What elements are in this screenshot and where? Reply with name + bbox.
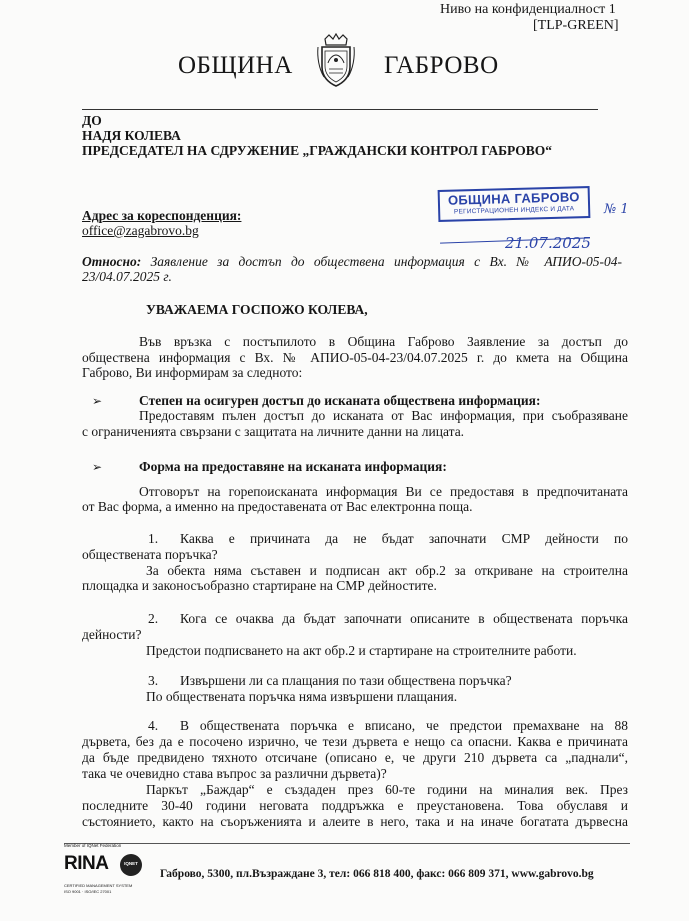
header-right-word: ГАБРОВО (384, 52, 499, 79)
answer4-line2: последните 30-40 години неговата поддръжка е преустановена. Това обуславя и (82, 798, 628, 813)
answer4-line3: състоянието, както на съоръженията и алеите в него, така и на иначе богатата дървесна (82, 814, 628, 829)
salutation: УВАЖАЕМА ГОСПОЖО КОЛЕВА, (146, 302, 368, 317)
question-number: 3. (148, 673, 159, 688)
correspondence-email[interactable]: office@zagabrovo.bg (82, 223, 199, 238)
question4-line2: дървета, без да е посочено изрично, че тези дървета е нещо са опасни. Каква е причината (82, 734, 628, 749)
recipient-to: ДО (82, 113, 102, 128)
section1-heading: Степен на осигурен достъп до исканата обществена информация: (139, 393, 541, 408)
answer4-line1: Паркът „Баждар“ е създаден през 60-те години на миналия век. През (146, 782, 628, 797)
subject-text-1: Заявление за достъп до обществена информация с Вх. № АПИО-05-04- (150, 254, 623, 269)
answer2-line1: Предстои подписването на акт обр.2 и стартиране на строителните работи. (146, 643, 577, 658)
question1-line2: обществената поръчка? (82, 547, 218, 562)
subject-line2: 23/04.07.2025 г. (82, 269, 172, 284)
footer-member-text: Member of IQNet Federation (64, 843, 122, 848)
stamp-subtitle: РЕГИСТРАЦИОНЕН ИНДЕКС И ДАТА (453, 205, 575, 216)
question3-line1: Извършени ли са плащания по тази обществена поръчка? (180, 673, 512, 688)
intro-line2: обществена информация с Вх. № АПИО-05-04-23/04.07.2025 г. до кмета на Община (82, 350, 628, 365)
section1-line2: с ограниченията свързани с защитата на личните данни на лицата. (82, 424, 465, 439)
question-number: 1. (148, 531, 159, 546)
question-number: 2. (148, 611, 159, 626)
question1-line1: Каква е причината да не бъдат започнати СМР дейности по (180, 531, 628, 546)
rina-logo (64, 851, 144, 883)
answer1-line1: За обекта няма съставен и подписан акт обр.2 за откриване на строителна (146, 563, 628, 578)
section2-line1: Отговорът на горепоисканата информация Ви се предоставя в предпочитаната (139, 484, 628, 499)
question4-line1: В обществената поръчка е вписано, че предстои премахване на 88 (180, 718, 628, 733)
iqnet-badge (120, 854, 142, 876)
question2-line2: дейности? (82, 627, 142, 642)
stamp-title: ОБЩИНА ГАБРОВО (447, 189, 580, 208)
header-divider (82, 109, 598, 110)
footer-divider (64, 843, 630, 844)
subject-label: Относно: (82, 254, 142, 269)
question4-line3: да бъде предвидено тяхното отсичане (описано е, че други 210 дървета са „паднали“, (82, 750, 628, 765)
correspondence-label: Адрес за кореспонденция: (82, 208, 242, 223)
header-left-word: ОБЩИНА (178, 52, 293, 79)
footer-cert-text: CERTIFIED MANAGEMENT SYSTEM (64, 883, 133, 888)
rina-logo-text: RINA (64, 853, 109, 874)
bullet-arrow-icon: ➢ (92, 394, 103, 408)
registration-stamp (438, 186, 591, 222)
recipient-position: ПРЕДСЕДАТЕЛ НА СДРУЖЕНИЕ „ГРАЖДАНСКИ КОНТРОЛ ГАБРОВО“ (82, 143, 552, 158)
footer-iso-text: ISO 9001 · ISO/IEC 27001 (64, 889, 112, 894)
iqnet-text: IQNET (124, 861, 138, 866)
confidentiality-level: Ниво на конфиденциалност 1 (440, 2, 616, 17)
coat-of-arms-icon (316, 33, 356, 89)
answer3-line1: По обществената поръчка няма извършени плащания. (146, 689, 458, 704)
question4-line4: така че очевидно става въпрос за различни дървета)? (82, 766, 387, 781)
bullet-arrow-icon: ➢ (92, 460, 103, 474)
intro-line3: Габрово, Ви информирам за следното: (82, 365, 303, 380)
footer-address: Габрово, 5300, пл.Възраждане 3, тел: 066 818 400, факс: 066 809 371, www.gabrovo.bg (160, 868, 594, 880)
section2-line2: от Вас форма, а именно на предоставената от Вас електронна поща. (82, 499, 473, 514)
question2-line1: Кога се очаква да бъдат започнати описаните в обществената поръчка (180, 611, 628, 626)
intro-line1: Във връзка с постъпилото в Община Габрово Заявление за достъп до (139, 334, 628, 349)
recipient-name: НАДЯ КОЛЕВА (82, 128, 181, 143)
subject-line1 (82, 254, 622, 270)
section2-heading: Форма на предоставяне на исканата информация: (139, 459, 447, 474)
section1-line1: Предоставям пълен достъп до исканата от Вас информация, при съобразяване (139, 408, 628, 423)
question-number: 4. (148, 718, 159, 733)
tlp-label: [TLP-GREEN] (533, 18, 619, 33)
stamp-handwritten-date: 21.07.2025 (505, 234, 591, 252)
stamp-handwritten-number: № 1 (604, 202, 629, 217)
answer1-line2: площадка и законосъобразно стартиране на СМР дейностите. (82, 578, 437, 593)
